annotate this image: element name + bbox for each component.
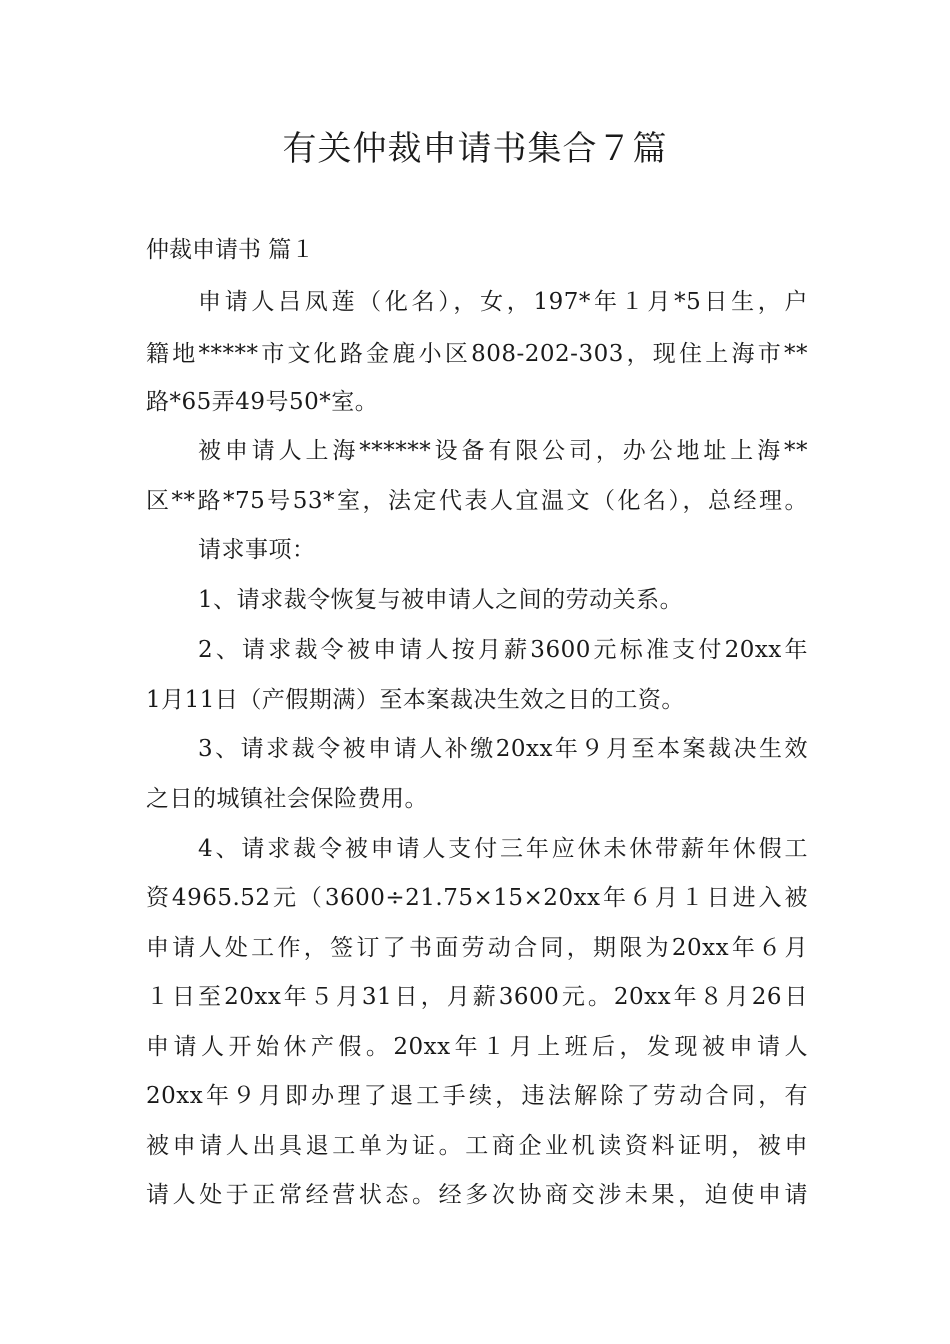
- paragraph-line: 区**路*75号53*室，法定代表人宜温文（化名），总经理。: [146, 488, 808, 514]
- paragraph-line: 4、请求裁令被申请人支付三年应休未休带薪年休假工: [198, 836, 808, 862]
- paragraph-line: 申请人处工作，签订了书面劳动合同，期限为20xx年６月: [146, 935, 808, 961]
- paragraph-line: 籍地*****市文化路金鹿小区808-202-303，现住上海市**: [146, 341, 808, 367]
- paragraph-line: 1月11日（产假期满）至本案裁决生效之日的工资。: [146, 687, 685, 713]
- paragraph-line: 之日的城镇社会保险费用。: [146, 786, 428, 812]
- paragraph-line: 申请人开始休产假。20xx年１月上班后，发现被申请人: [146, 1034, 808, 1060]
- paragraph-line: 被申请人出具退工单为证。工商企业机读资料证明，被申: [146, 1133, 808, 1159]
- paragraph-line: 请人处于正常经营状态。经多次协商交涉未果，迫使申请: [146, 1182, 808, 1208]
- paragraph-line: 资4965.52元（3600÷21.75×15×20xx年６月１日进入被: [146, 885, 808, 911]
- paragraph-line: 2、请求裁令被申请人按月薪3600元标准支付20xx年: [198, 637, 808, 663]
- paragraph-line: １日至20xx年５月31日，月薪3600元。20xx年８月26日: [146, 984, 808, 1010]
- section-heading: 仲裁申请书 篇１: [146, 237, 315, 263]
- paragraph-line: 被申请人上海******设备有限公司，办公地址上海**: [198, 438, 808, 464]
- paragraph-line: 路*65弄49号50*室。: [146, 389, 379, 415]
- document-title: 有关仲裁申请书集合７篇: [282, 129, 668, 169]
- paragraph-line: 申请人吕凤莲（化名），女，197*年１月*5日生，户: [198, 289, 808, 315]
- paragraph-line: 3、请求裁令被申请人补缴20xx年９月至本案裁决生效: [198, 736, 808, 762]
- paragraph-line: 1、请求裁令恢复与被申请人之间的劳动关系。: [198, 587, 684, 613]
- paragraph-line: 20xx年９月即办理了退工手续，违法解除了劳动合同，有: [146, 1083, 808, 1109]
- paragraph-line: 请求事项：: [198, 537, 316, 563]
